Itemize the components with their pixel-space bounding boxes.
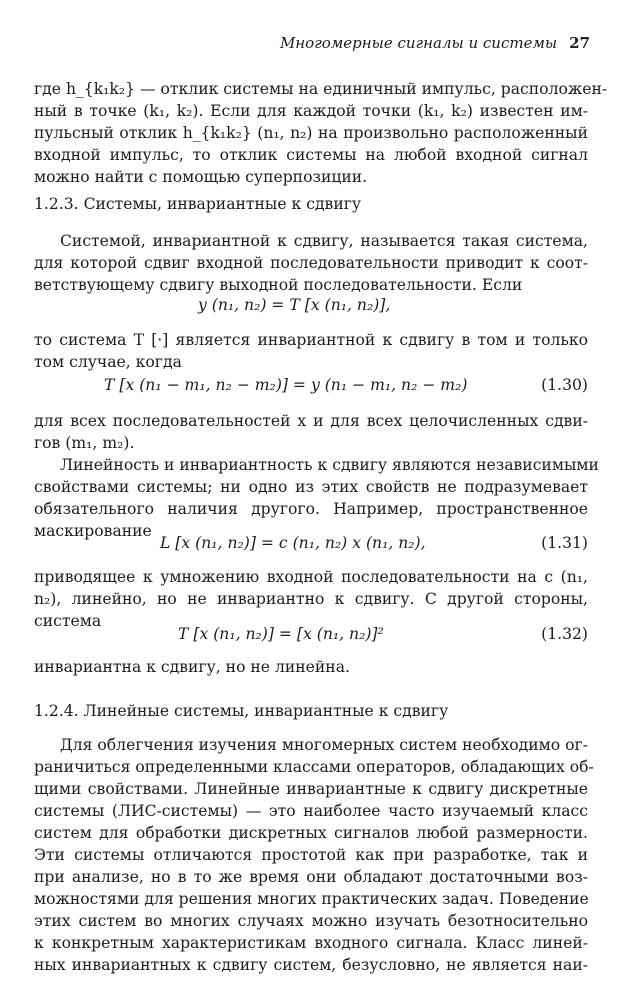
text-line: входной импульс, то отклик системы на любой входной сигнал <box>34 146 588 164</box>
text-line: щими свойствами. Линейные инвариантные к сдвигу дискретные <box>34 780 588 798</box>
text-line: этих систем во многих случаях можно изучать безотносительно <box>34 912 588 930</box>
text-line: Линейность и инвариантность к сдвигу являются независимыми <box>60 456 599 474</box>
text-line: пульсный отклик h_{k₁k₂} (n₁, n₂) на произвольно расположенный <box>34 124 588 142</box>
text-line: системы (ЛИС-системы) — это наиболее часто изучаемый класс <box>34 802 588 820</box>
text-line: для всех последовательностей x и для всех целочисленных сдви- <box>34 412 588 430</box>
text-line: приводящее к умножению входной последовательности на c (n₁, <box>34 568 588 586</box>
running-title: Многомерные сигналы и системы <box>279 34 558 52</box>
running-header <box>280 34 590 52</box>
text-line: при анализе, но в то же время они обладают достаточными воз- <box>34 868 588 886</box>
formula-definition: y (n₁, n₂) = T [x (n₁, n₂)], <box>198 296 391 314</box>
text-line: где h_{k₁k₂} — отклик системы на единичный импульс, расположен- <box>34 80 608 98</box>
text-line: систем для обработки дискретных сигналов любой размерности. <box>34 824 588 842</box>
text-line: можностями для решения многих практических задач. Поведение <box>34 890 589 908</box>
text-line: маскирование <box>34 522 152 540</box>
text-line: для которой сдвиг входной последовательности приводит к соот- <box>34 254 588 272</box>
equation-number-1-30: (1.30) <box>541 376 588 394</box>
text-line: Системой, инвариантной к сдвигу, называется такая система, <box>60 232 588 250</box>
text-line: свойствами системы; ни одно из этих свойств не подразумевает <box>34 478 588 496</box>
text-line: Для облегчения изучения многомерных систем необходимо ог- <box>60 736 588 754</box>
text-line: система <box>34 612 102 630</box>
equation-number-1-31: (1.31) <box>541 534 588 552</box>
equation-number-1-32: (1.32) <box>541 625 588 643</box>
section-heading-1-2-3: 1.2.3. Системы, инвариантные к сдвигу <box>34 195 362 213</box>
page-number: 27 <box>569 34 590 52</box>
text-line: Эти системы отличаются простотой как при разработке, так и <box>34 846 588 864</box>
formula-1-31: L [x (n₁, n₂)] = c (n₁, n₂) x (n₁, n₂), <box>160 534 426 552</box>
text-line: раничиться определенными классами операторов, обладающих об- <box>34 758 594 776</box>
text-line: инвариантна к сдвигу, но не линейна. <box>34 658 350 676</box>
formula-1-32: T [x (n₁, n₂)] = [x (n₁, n₂)]² <box>178 625 384 643</box>
text-line: можно найти с помощью суперпозиции. <box>34 168 368 186</box>
text-line: то система T [·] является инвариантной к сдвигу в том и только <box>34 331 588 349</box>
text-line: ветствующему сдвигу выходной последовательности. Если <box>34 276 523 294</box>
section-heading-1-2-4: 1.2.4. Линейные системы, инвариантные к сдвигу <box>34 702 449 720</box>
text-line: ных инвариантных к сдвигу систем, безусловно, не является наи- <box>34 956 588 974</box>
text-line: гов (m₁, m₂). <box>34 434 135 452</box>
text-line: n₂), линейно, но не инвариантно к сдвигу. С другой стороны, <box>34 590 588 608</box>
text-line: к конкретным характеристикам входного сигнала. Класс линей- <box>34 934 588 952</box>
text-line: ный в точке (k₁, k₂). Если для каждой точки (k₁, k₂) известен им- <box>34 102 588 120</box>
text-line: том случае, когда <box>34 353 182 371</box>
text-line: обязательного наличия другого. Например, пространственное <box>34 500 588 518</box>
formula-1-30: T [x (n₁ − m₁, n₂ − m₂)] = y (n₁ − m₁, n₂ − m₂) <box>104 376 468 394</box>
